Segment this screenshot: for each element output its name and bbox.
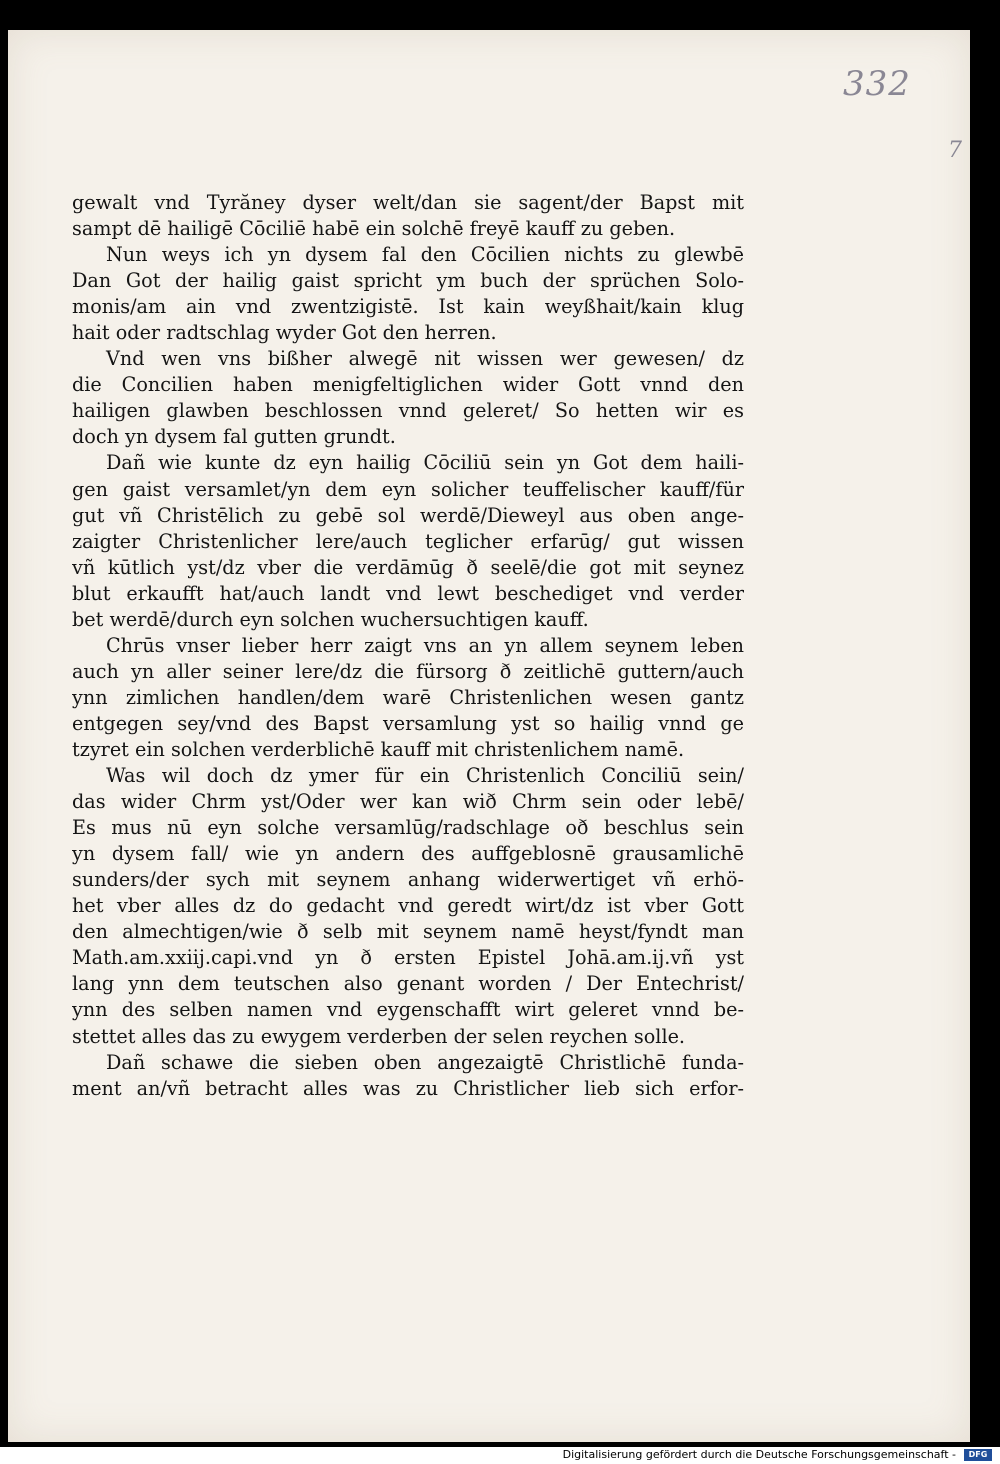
- text-line: gen gaist versamlet/yn dem eyn solicher teuffelischer kauff/für: [72, 477, 744, 501]
- text-line: Dan Got der hailig gaist spricht ym buch der sprüchen Solo-: [72, 269, 744, 293]
- footer-bar: [0, 1447, 1000, 1464]
- text-line: gut vñ Christēlich zu gebē sol werdē/Dieweyl aus oben ange-: [72, 503, 744, 527]
- dfg-logo-icon: DFG: [964, 1449, 992, 1461]
- text-line: Vnd wen vns bißher alwegē nit wissen wer gewesen/ dz: [106, 347, 744, 371]
- text-line: Dañ wie kunte dz eyn hailig Cōciliū sein yn Got dem haili-: [106, 451, 744, 475]
- text-line: bet werdē/durch eyn solchen wuchersuchtigen kauff.: [72, 607, 589, 631]
- text-line: het vber alles dz do gedacht vnd geredt wirt/dz ist vber Gott: [72, 894, 744, 918]
- blackletter-text-block: [72, 190, 744, 1102]
- funding-credit: Digitalisierung gefördert durch die Deutsche Forschungsgemeinschaft -: [562, 1448, 956, 1461]
- handwritten-corner-mark: 7: [948, 138, 962, 163]
- text-line: Chrūs vnser lieber herr zaigt vns an yn allem seynem leben: [106, 633, 744, 657]
- text-line: Es mus nū eyn solche versamlūg/radschlage oð beschlus sein: [72, 816, 744, 840]
- text-line: gewalt vnd Tyrăney dyser welt/dan sie sagent/der Bapst mit: [72, 191, 744, 214]
- text-line: ment an/vñ betracht alles was zu Christlicher lieb sich erfor-: [72, 1076, 744, 1100]
- text-line: lang ynn dem teutschen also genant worden / Der Entechrist/: [72, 972, 744, 996]
- text-line: Nun weys ich yn dysem fal den Cōcilien nichts zu glewbē: [106, 243, 744, 267]
- text-line: hait oder radtschlag wyder Got den herren.: [72, 321, 497, 345]
- text-line: yn dysem fall/ wie yn andern des auffgeblosnē grausamlichē: [72, 842, 744, 866]
- text-line: das wider Chrm yst/Oder wer kan wið Chrm sein oder lebē/: [72, 790, 744, 814]
- text-line: ynn des selben namen vnd eygenschafft wirt geleret vnnd be-: [72, 998, 744, 1022]
- text-line: sampt dē hailigē Cōciliē habē ein solchē freyē kauff zu geben.: [72, 217, 676, 241]
- text-line: monis/am ain vnd zwentzigistē. Ist kain weyßhait/kain klug: [72, 295, 744, 319]
- text-line: entgegen sey/vnd des Bapst versamlung yst so hailig vnnd ge: [72, 711, 744, 735]
- text-line: Was wil doch dz ymer für ein Christenlich Conciliū sein/: [106, 764, 744, 788]
- text-line: den almechtigen/wie ð selb mit seynem namē heyst/fyndt man: [72, 920, 744, 944]
- text-line: stettet alles das zu ewygem verderben der selen reychen solle.: [72, 1024, 686, 1048]
- text-line: Math.am.xxiij.capi.vnd yn ð ersten Epistel Johā.am.ij.vñ yst: [72, 946, 744, 970]
- text-line: blut erkaufft hat/auch landt vnd lewt beschediget vnd verder: [72, 581, 744, 605]
- scanned-page: [8, 30, 970, 1442]
- text-line: doch yn dysem fal gutten grundt.: [72, 425, 396, 449]
- text-line: die Concilien haben menigfeltiglichen wider Gott vnnd den: [72, 373, 744, 397]
- text-line: Dañ schawe die sieben oben angezaigtē Christlichē funda-: [106, 1050, 744, 1074]
- text-line: auch yn aller seiner lere/dz die fürsorg ð zeitlichē guttern/auch: [72, 659, 744, 683]
- text-line: ynn zimlichen handlen/dem warē Christenlichen wesen gantz: [72, 685, 744, 709]
- text-line: zaigter Christenlicher lere/auch teglicher erfarūg/ gut wissen: [72, 529, 744, 553]
- text-line: vñ kūtlich yst/dz vber die verdāmūg ð seelē/die got mit seynez: [72, 555, 744, 579]
- text-line: hailigen glawben beschlossen vnnd geleret/ So hetten wir es: [72, 399, 744, 423]
- text-line: sunders/der sych mit seynem anhang widerwertiget vñ erhö-: [72, 868, 744, 892]
- handwritten-page-number: 332: [843, 64, 911, 104]
- text-line: tzyret ein solchen verderblichē kauff mit christenlichem namē.: [72, 737, 685, 761]
